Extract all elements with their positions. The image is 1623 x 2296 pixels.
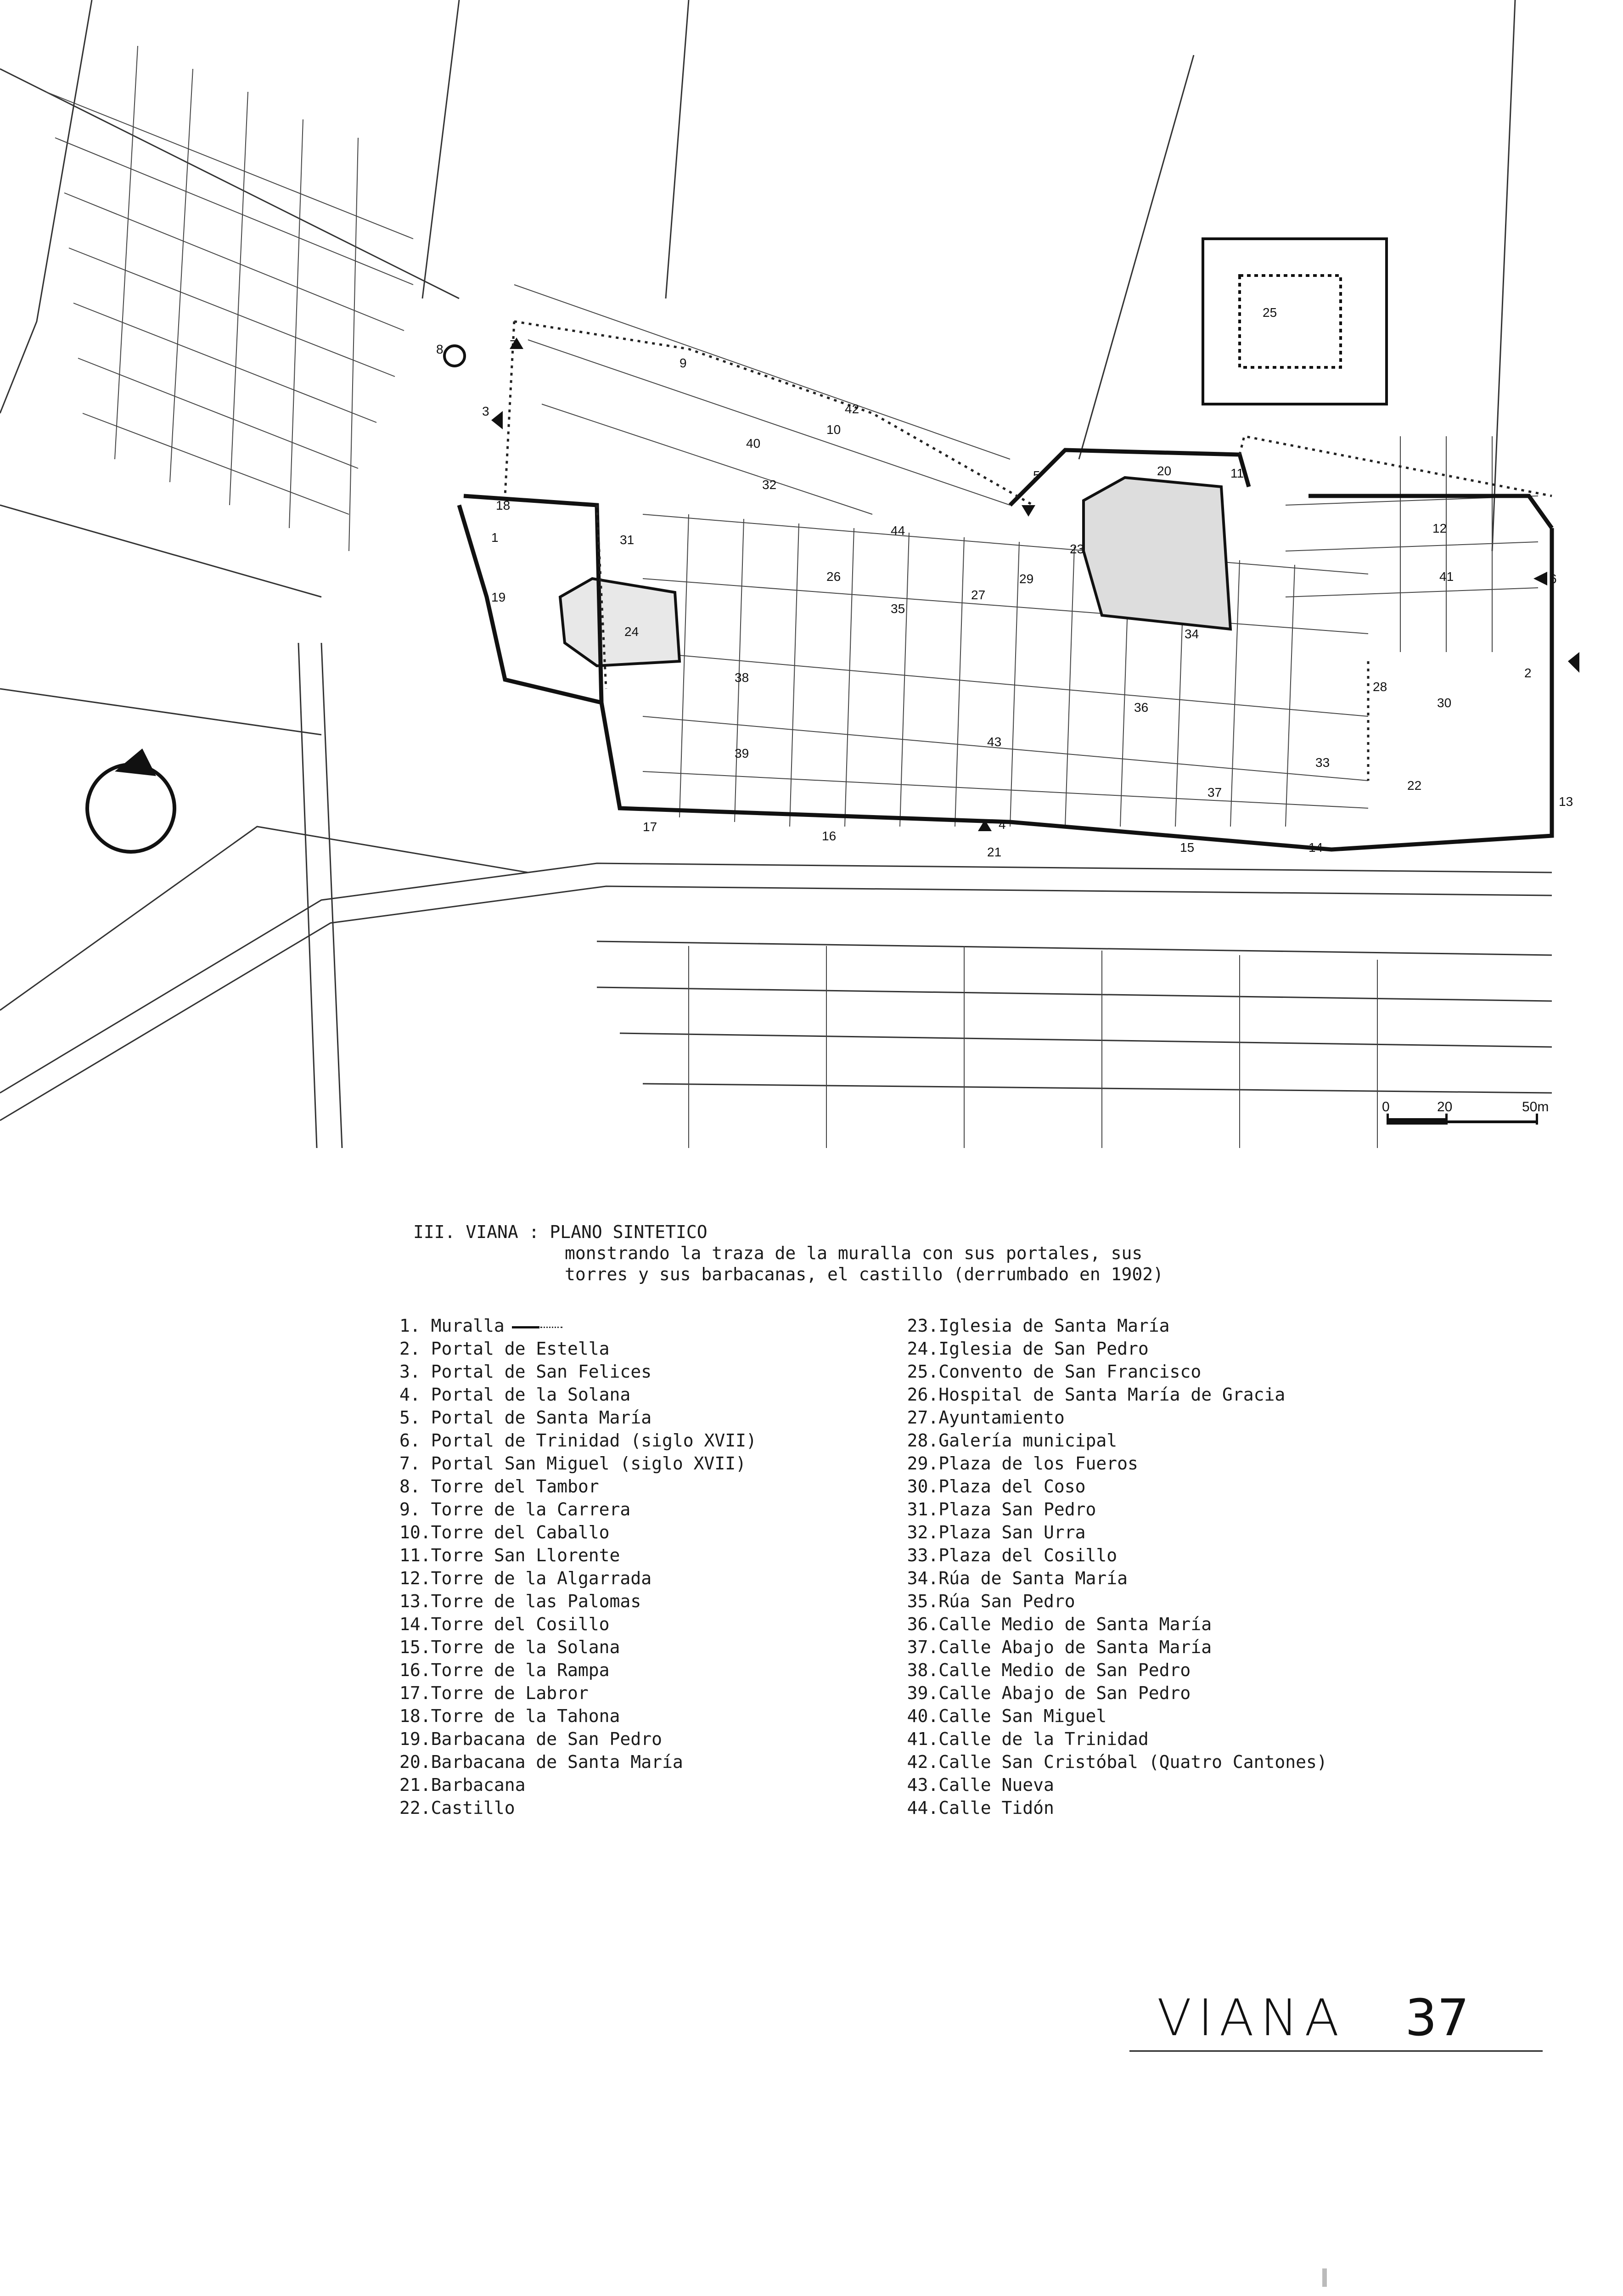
map-label-2: 2 [1524,666,1532,680]
map-label-19: 19 [491,590,506,604]
map-label-25: 25 [1263,305,1277,320]
page-footer [1148,1988,1515,2053]
legend-item-text: 15.Torre de la Solana [399,1637,620,1657]
legend-item [907,1406,1501,1429]
legend-item-text: 41.Calle de la Trinidad [907,1729,1149,1749]
legend-item-text: 10.Torre del Caballo [399,1522,610,1542]
legend-item [907,1337,1501,1360]
legend-item [399,1406,866,1429]
map-label-34: 34 [1185,627,1199,641]
legend-item-text: 7. Portal San Miguel (siglo XVII) [399,1453,746,1474]
footer-rule [1129,2050,1543,2052]
caption-description-line1: monstrando la traza de la muralla con sus portales, sus [565,1243,1143,1263]
map-label-24: 24 [624,625,639,639]
map-label-5: 5 [1033,468,1040,483]
background-streets [0,0,1552,1148]
legend-item [907,1773,1501,1796]
legend-item [399,1705,866,1728]
legend-item-text: 38.Calle Medio de San Pedro [907,1660,1191,1680]
legend-item [907,1728,1501,1750]
tower-circle-8 [444,346,465,366]
legend-item-text: 18.Torre de la Tahona [399,1706,620,1726]
legend-item [399,1613,866,1636]
map-label-9: 9 [680,356,687,370]
legend-item [399,1498,866,1521]
footer-town-name: VIANA [1157,1988,1346,2047]
legend-item [399,1544,866,1567]
legend-item [399,1337,866,1360]
map-label-29: 29 [1019,572,1034,586]
legend-item-text: 34.Rúa de Santa María [907,1568,1128,1588]
map-caption [413,1221,1423,1285]
legend-item [399,1590,866,1613]
legend-item-text: 26.Hospital de Santa María de Gracia [907,1384,1286,1405]
map-label-12: 12 [1432,521,1447,535]
map-label-32: 32 [762,478,777,492]
legend-item-text: 22.Castillo [399,1798,515,1818]
caption-description-line2: torres y sus barbacanas, el castillo (derrumbado en 1902) [565,1264,1164,1284]
legend-item-text: 16.Torre de la Rampa [399,1660,610,1680]
map-label-16: 16 [822,829,837,843]
legend-item-text: 25.Convento de San Francisco [907,1362,1202,1382]
legend-item-text: 1. Muralla [399,1316,505,1336]
scale-bar [1382,1099,1549,1125]
legend-item [399,1314,866,1337]
legend-item-text: 9. Torre de la Carrera [399,1499,631,1519]
map-label-30: 30 [1437,696,1452,710]
legend-item [399,1773,866,1796]
map-label-33: 33 [1315,755,1330,770]
legend-item [907,1429,1501,1452]
legend-item-text: 6. Portal de Trinidad (siglo XVII) [399,1430,757,1451]
legend-item [399,1728,866,1750]
map-label-21: 21 [987,845,1002,859]
legend-item [907,1314,1501,1337]
legend-item-text: 27.Ayuntamiento [907,1407,1065,1428]
convent-building [1203,239,1387,404]
legend-item-text: 42.Calle San Cristóbal (Quatro Cantones) [907,1752,1327,1772]
caption-title: III. VIANA : PLANO SINTETICO [413,1222,708,1242]
legend-item-text: 19.Barbacana de San Pedro [399,1729,662,1749]
map-label-14: 14 [1309,840,1323,855]
legend-item-text: 13.Torre de las Palomas [399,1591,641,1611]
legend-item-text: 14.Torre del Cosillo [399,1614,610,1634]
legend-item-text: 24.Iglesia de San Pedro [907,1339,1149,1359]
legend-item [399,1567,866,1590]
legend-item-text: 12.Torre de la Algarrada [399,1568,652,1588]
castle-circle-marker [87,748,174,852]
legend-item-text: 32.Plaza San Urra [907,1522,1086,1542]
legend-item [399,1383,866,1406]
map-label-38: 38 [735,670,749,685]
map-label-27: 27 [971,588,986,602]
legend-item-text: 30.Plaza del Coso [907,1476,1086,1497]
parcel-grid [46,46,1538,1148]
map-label-44: 44 [891,523,905,538]
legend-item-text: 11.Torre San Llorente [399,1545,620,1565]
legend-item [907,1659,1501,1682]
legend-item [399,1659,866,1682]
map-label-4: 4 [999,817,1006,832]
map-label-11: 11 [1230,466,1244,480]
legend-item [907,1705,1501,1728]
legend-item [399,1750,866,1773]
legend-item [907,1544,1501,1567]
legend-item [907,1796,1501,1819]
church-san-pedro [560,579,680,666]
legend-column-left [399,1314,866,1819]
scale-end-label: 50m [1522,1099,1549,1114]
page-number: 37 [1405,1988,1469,2047]
map-label-1: 1 [491,530,499,545]
map-label-7: 7 [510,338,517,352]
legend-item-text: 28.Galería municipal [907,1430,1118,1451]
map-label-37: 37 [1207,785,1222,799]
legend-item-text: 3. Portal de San Felices [399,1362,652,1382]
legend-item-text: 39.Calle Abajo de San Pedro [907,1683,1191,1703]
map-label-18: 18 [496,498,511,512]
map-label-3: 3 [482,404,489,418]
map-label-39: 39 [735,746,749,760]
legend-item [907,1613,1501,1636]
scan-artifact-mark [1322,2268,1327,2287]
legend-item [907,1682,1501,1705]
legend-item-text: 2. Portal de Estella [399,1339,610,1359]
legend-item [907,1590,1501,1613]
map-label-28: 28 [1373,680,1387,694]
map-label-8: 8 [436,342,444,356]
legend-item [399,1682,866,1705]
legend-item [907,1750,1501,1773]
legend-column-right [907,1314,1501,1819]
wall-line-sample [512,1324,562,1330]
legend-item [907,1567,1501,1590]
legend-item-text: 20.Barbacana de Santa María [399,1752,683,1772]
legend-item [399,1475,866,1498]
legend-item [907,1452,1501,1475]
map-label-41: 41 [1439,569,1454,584]
legend-item-text: 33.Plaza del Cosillo [907,1545,1118,1565]
legend-item [399,1429,866,1452]
legend-item-text: 5. Portal de Santa María [399,1407,652,1428]
legend-item [907,1636,1501,1659]
legend-item-text: 36.Calle Medio de Santa María [907,1614,1212,1634]
gate-markers [491,338,1579,831]
legend-item-text: 21.Barbacana [399,1775,526,1795]
legend-item-text: 40.Calle San Miguel [907,1706,1107,1726]
map-legend [399,1314,1501,1819]
town-wall-dotted [505,321,1552,781]
map-label-23: 23 [1070,542,1084,556]
legend-item-text: 35.Rúa San Pedro [907,1591,1075,1611]
legend-item-text: 43.Calle Nueva [907,1775,1054,1795]
map-label-20: 20 [1157,464,1172,478]
map-label-36: 36 [1134,700,1149,715]
scale-mid-label: 20 [1437,1099,1453,1114]
legend-item [907,1521,1501,1544]
legend-item [399,1452,866,1475]
legend-item [399,1521,866,1544]
map-label-35: 35 [891,602,905,616]
map-label-22: 22 [1407,778,1422,793]
legend-item-text: 31.Plaza San Pedro [907,1499,1096,1519]
map-label-13: 13 [1559,794,1573,809]
legend-item [399,1360,866,1383]
church-santa-maria [1084,478,1230,629]
legend-item [907,1498,1501,1521]
legend-item [907,1475,1501,1498]
legend-item-text: 4. Portal de la Solana [399,1384,631,1405]
legend-item [399,1796,866,1819]
map-label-42: 42 [845,402,859,416]
legend-item [907,1360,1501,1383]
map-label-15: 15 [1180,840,1195,855]
legend-item-text: 37.Calle Abajo de Santa María [907,1637,1212,1657]
legend-item [399,1636,866,1659]
legend-item [907,1383,1501,1406]
map-label-31: 31 [620,533,635,547]
legend-item-text: 8. Torre del Tambor [399,1476,599,1497]
map-label-6: 6 [1550,572,1557,586]
legend-item-text: 29.Plaza de los Fueros [907,1453,1138,1474]
map-label-10: 10 [826,422,841,437]
map-label-17: 17 [643,820,657,834]
scale-zero-label: 0 [1382,1099,1390,1114]
map-label-40: 40 [746,436,761,450]
legend-item-text: 23.Iglesia de Santa María [907,1316,1170,1336]
legend-item-text: 44.Calle Tidón [907,1798,1054,1818]
legend-item-text: 17.Torre de Labror [399,1683,589,1703]
map-label-43: 43 [987,735,1002,749]
map-label-26: 26 [826,569,841,584]
